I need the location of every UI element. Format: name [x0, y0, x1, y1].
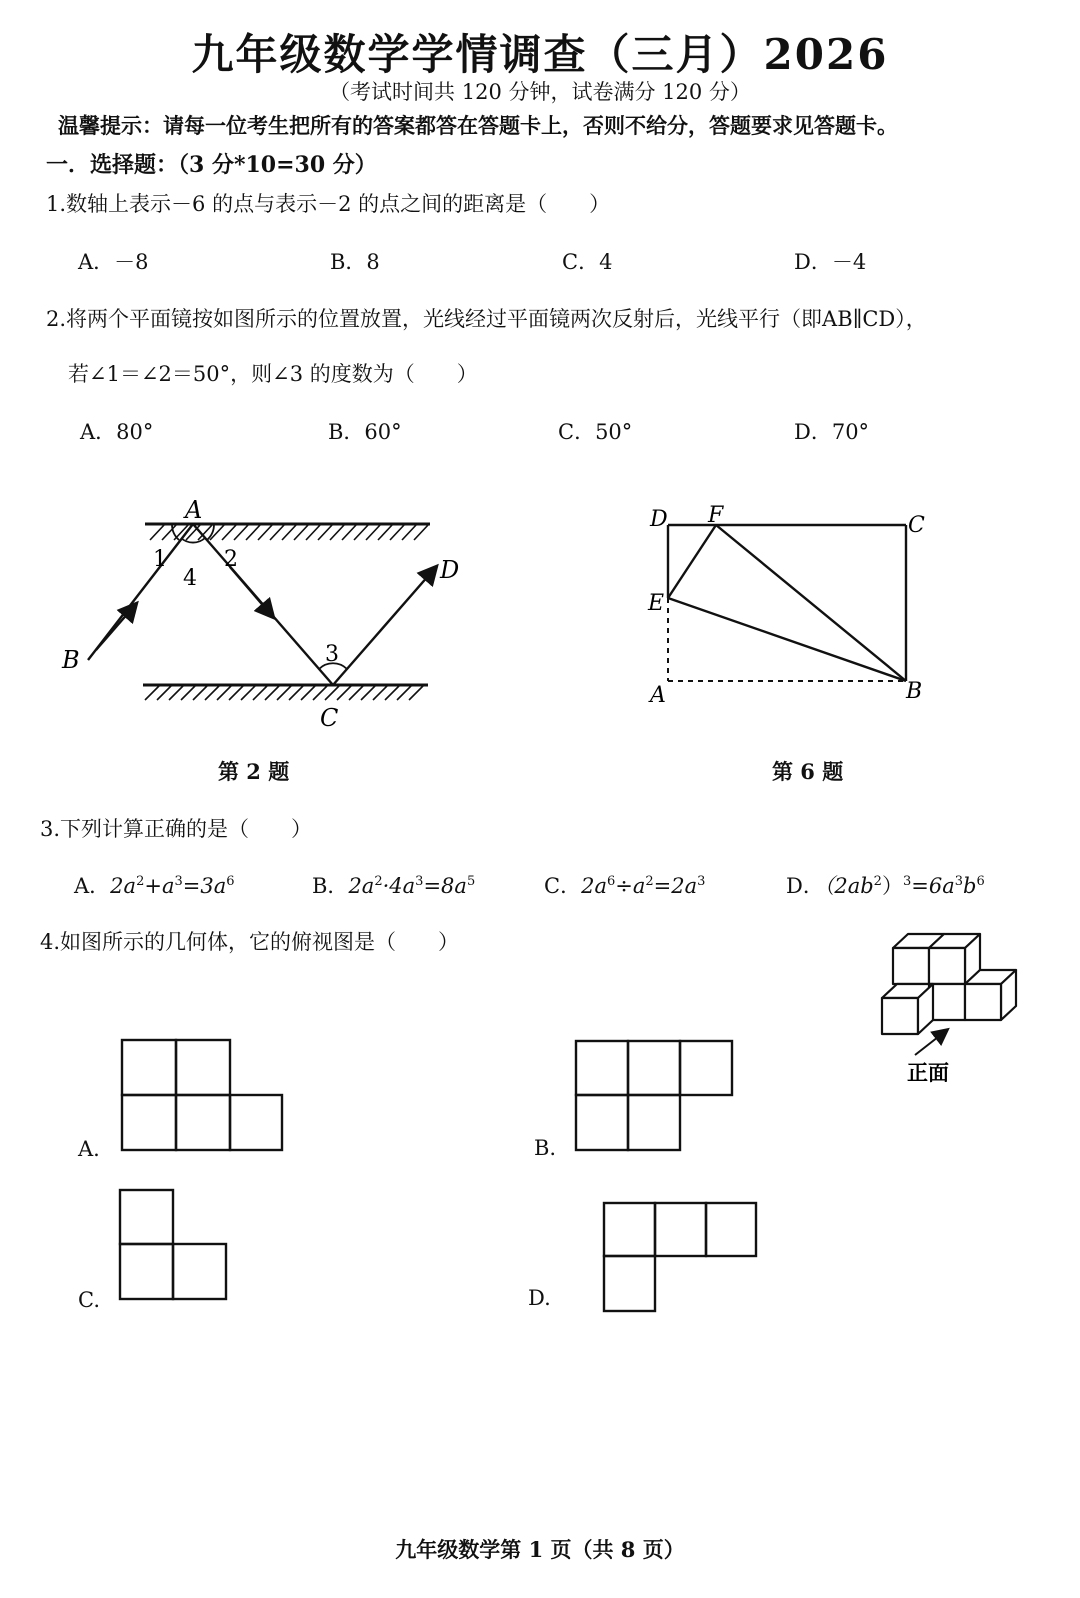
q3-a-term2: +a: [144, 874, 175, 898]
question-3-stem: 3.下列计算正确的是（ ）: [40, 817, 313, 841]
q1-option-a: A．－8: [78, 250, 149, 274]
q4-option-b-label: B.: [534, 1136, 557, 1160]
q3-d-tail: b: [963, 874, 977, 898]
label-angle-3: 3: [325, 642, 339, 667]
q3-b-letter: B．: [312, 874, 349, 898]
q3-d-term2: ）: [881, 874, 903, 898]
q4-option-d-label: D.: [528, 1286, 551, 1310]
q3-b-term1: 2a: [348, 874, 375, 898]
label-a: A: [650, 683, 666, 708]
q3-d-exp1: 2: [873, 874, 882, 889]
q4-option-a-label: A.: [78, 1137, 100, 1161]
label-b: B: [906, 679, 923, 704]
q3-b-exp2: 3: [415, 874, 424, 889]
question-2-stem: 2.将两个平面镜按如图所示的位置放置，光线经过平面镜两次反射后，光线平行（即AB∥CD），: [46, 307, 927, 331]
q3-d-exp3: 3: [954, 874, 963, 889]
label-c: C: [908, 513, 925, 538]
label-point-c: C: [320, 704, 339, 732]
q3-b-term2: ·4a: [382, 874, 416, 898]
label-f: F: [708, 503, 724, 528]
q2-option-c: C．50°: [558, 420, 633, 444]
q2-option-b: B．60°: [328, 420, 402, 444]
label-point-b: B: [62, 646, 80, 674]
q3-d-term1: （2ab: [823, 874, 874, 898]
q3-d-rhs: =6a: [911, 874, 955, 898]
question-4-stem: 4.如图所示的几何体，它的俯视图是（ ）: [40, 930, 460, 954]
q3-b-exp3: 5: [466, 874, 476, 889]
q3-c-exp2: 2: [645, 874, 654, 889]
q3-c-term2: ÷a: [615, 874, 646, 898]
label-d: D: [650, 507, 668, 532]
q1-option-d: D．－4: [794, 250, 867, 274]
q2-option-d: D．70°: [794, 420, 870, 444]
figure-6-caption: 第 6 题: [772, 759, 844, 784]
figure-2-caption: 第 2 题: [218, 759, 290, 784]
q3-c-letter: C．: [544, 874, 582, 898]
label-e: E: [648, 591, 665, 616]
label-angle-1: 1: [153, 547, 167, 572]
label-point-a: A: [185, 496, 203, 524]
label-angle-2: 2: [224, 547, 238, 572]
q3-c-exp1: 6: [606, 874, 616, 889]
grid-a: [122, 1040, 282, 1150]
exam-info: （考试时间共 120 分钟，试卷满分 120 分）: [329, 80, 751, 104]
grid-d: [604, 1203, 756, 1311]
q1-option-c: C．4: [562, 250, 613, 274]
q3-d-exp2: 3: [902, 874, 912, 889]
q3-c-exp3: 3: [697, 874, 706, 889]
page-title: 九年级数学学情调查（三月）2026: [191, 30, 889, 79]
q4-option-c-label: C.: [78, 1288, 100, 1312]
q3-d-exp4: 6: [976, 874, 985, 889]
reminder-tip: 温馨提示：请每一位考生把所有的答案都答在答题卡上，否则不给分，答题要求见答题卡。: [58, 113, 898, 138]
q2-option-a: A．80°: [80, 420, 154, 444]
q3-a-exp2: 3: [174, 874, 183, 889]
q1-option-b: B．8: [330, 250, 380, 274]
grid-b: [576, 1041, 732, 1150]
q3-c-rhs: =2a: [653, 874, 698, 898]
question-1-stem: 1.数轴上表示－6 的点与表示－2 的点之间的距离是（ ）: [46, 192, 611, 216]
q3-d-letter: D．: [786, 874, 824, 898]
q3-c-term1: 2a: [581, 874, 607, 898]
page-footer: 九年级数学第 1 页（共 8 页）: [395, 1537, 685, 1562]
q3-a-term1: 2a: [110, 874, 137, 898]
grid-c: [120, 1190, 226, 1299]
q3-a-exp1: 2: [136, 874, 145, 889]
q3-b-exp1: 2: [374, 874, 383, 889]
label-angle-4: 4: [183, 566, 197, 591]
front-label: 正面: [907, 1060, 949, 1085]
q3-a-letter: A．: [74, 874, 111, 898]
q3-b-rhs: =8a: [423, 874, 467, 898]
question-2-stem-line2: 若∠1＝∠2＝50°，则∠3 的度数为（ ）: [68, 362, 478, 386]
q3-a-rhs: =3a: [182, 874, 227, 898]
label-point-d: D: [440, 556, 460, 584]
q3-a-exp3: 6: [226, 874, 235, 889]
section-heading: 一．选择题：（3 分*10=30 分）: [46, 152, 377, 178]
